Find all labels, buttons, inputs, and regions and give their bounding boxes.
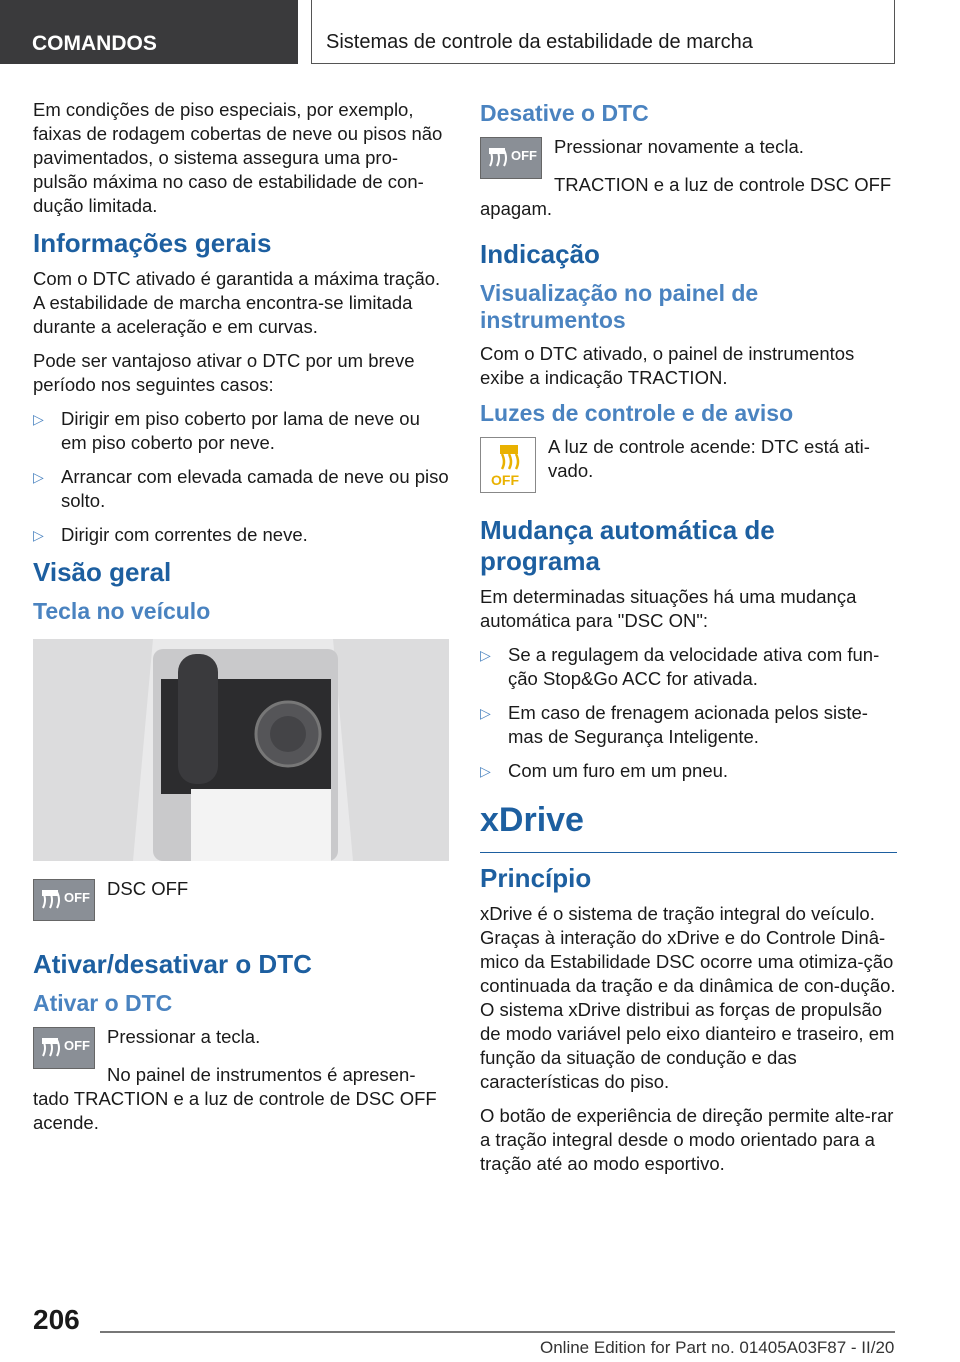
dsc-off-icon [33,879,95,921]
heading-ativar-dtc: Ativar o DTC [33,990,173,1016]
list-item [480,701,897,749]
desative-step-1: Pressionar novamente a tecla. [554,136,804,157]
triangle-bullet-icon: ▷ [33,469,44,485]
ativar-step-1: Pressionar a tecla. [107,1026,261,1047]
section-tab [0,0,298,64]
triangle-bullet-icon: ▷ [480,763,491,779]
footer-divider [100,1331,895,1333]
heading-informacoes-gerais: Informações gerais [33,228,272,258]
page-header-title: Sistemas de controle da estabilidade de marcha [326,31,753,53]
visualizacao-paragraph: Com o DTC ativado, o painel de instrumentos exibe a indicação TRACTION. [480,343,855,388]
right-column [480,98,897,1186]
list-item [33,465,449,513]
dsc-off-button-icon [480,137,542,179]
dtc-warning-light-icon [480,437,536,493]
info-paragraph-1: Com o DTC ativado é garantida a máxima tração. A estabilidade de marcha encontra-se limitada durante a aceleração e em curvas. [33,268,441,337]
section-label: COMANDOS [32,32,157,55]
list-item [480,759,897,783]
triangle-bullet-icon: ▷ [33,527,44,543]
off-label: OFF [64,1038,90,1053]
list-item [480,643,897,691]
list-item-text: Dirigir com correntes de neve. [61,524,308,545]
intro-paragraph: Em condições de piso especiais, por exemplo, faixas de rodagem cobertas de neve ou pisos não pavimentados, o sistema assegura uma pro-pulsão máxima no caso de estabilidade de con-dução limitada. [33,99,443,216]
page-number: 206 [33,1304,80,1335]
heading-luzes-controle: Luzes de controle e de aviso [480,400,794,426]
heading-desative-dtc: Desative o DTC [480,100,649,126]
heading-visualizacao: Visualização no painel de instrumentos [480,280,759,333]
info-paragraph-2: Pode ser vantajoso ativar o DTC por um breve período nos seguintes casos: [33,350,415,395]
list-item-text: Dirigir em piso coberto por lama de neve ou em piso coberto por neve. [61,408,420,453]
heading-mudanca-automatica: Mudança automática de programa [480,515,775,576]
triangle-bullet-icon: ▷ [33,411,44,427]
dsc-off-row [33,877,449,929]
triangle-bullet-icon: ▷ [480,647,491,663]
mudanca-list [480,643,897,783]
list-item-text: Com um furo em um pneu. [508,760,729,781]
list-item-text: Se a regulagem da velocidade ativa com fun-ção Stop&Go ACC for ativada. [508,644,880,689]
triangle-bullet-icon: ▷ [480,705,491,721]
principio-paragraph-1: xDrive é o sistema de tração integral do veículo. Graças à interação do xDrive e do Controle Dinâ-mico da Estabilidade DSC ocorre uma otimiza-ção continuada da tração e da dinâmica de con-dução. O sistema xDrive distribui as forças de propulsão de modo variável pelo eixo dianteiro e traseiro, em função da situação de condução e das características do piso. [480,903,896,1092]
luzes-paragraph: A luz de controle acende: DTC está ati-vado. [548,436,870,481]
desative-row [480,135,897,187]
off-label: OFF [511,148,537,163]
heading-xdrive: xDrive [480,801,897,853]
edition-note: Online Edition for Part no. 01405A03F87 - II/20 [540,1338,895,1357]
heading-ativar-desativar: Ativar/desativar o DTC [33,949,312,979]
list-item [33,407,449,455]
desative-step-2: TRACTION e a luz de controle DSC OFF apagam. [480,174,892,219]
center-console-photo [33,639,449,861]
off-label: OFF [64,890,90,905]
off-label: OFF [491,472,519,488]
left-column [33,98,449,1145]
luzes-row [480,435,897,501]
heading-principio: Princípio [480,863,592,893]
dtc-use-list [33,407,449,547]
mudanca-paragraph: Em determinadas situações há uma mudança automática para "DSC ON": [480,586,857,631]
dsc-off-button-icon [33,1027,95,1069]
dsc-off-label: DSC OFF [107,878,189,899]
ativar-row [33,1025,449,1077]
heading-tecla-no-veiculo: Tecla no veículo [33,598,211,624]
ativar-step-2: No painel de instrumentos é apresen-tado TRACTION e a luz de controle de DSC OFF acende. [33,1064,437,1133]
header-title-box [311,0,895,64]
list-item [33,523,449,547]
heading-indicacao: Indicação [480,239,600,269]
principio-paragraph-2: O botão de experiência de direção permite alte-rar a tração integral desde o modo orientado para a tração até ao modo esportivo. [480,1105,894,1174]
heading-visao-geral: Visão geral [33,557,172,587]
list-item-text: Em caso de frenagem acionada pelos siste-mas de Segurança Inteligente. [508,702,868,747]
list-item-text: Arrancar com elevada camada de neve ou piso solto. [61,466,449,511]
